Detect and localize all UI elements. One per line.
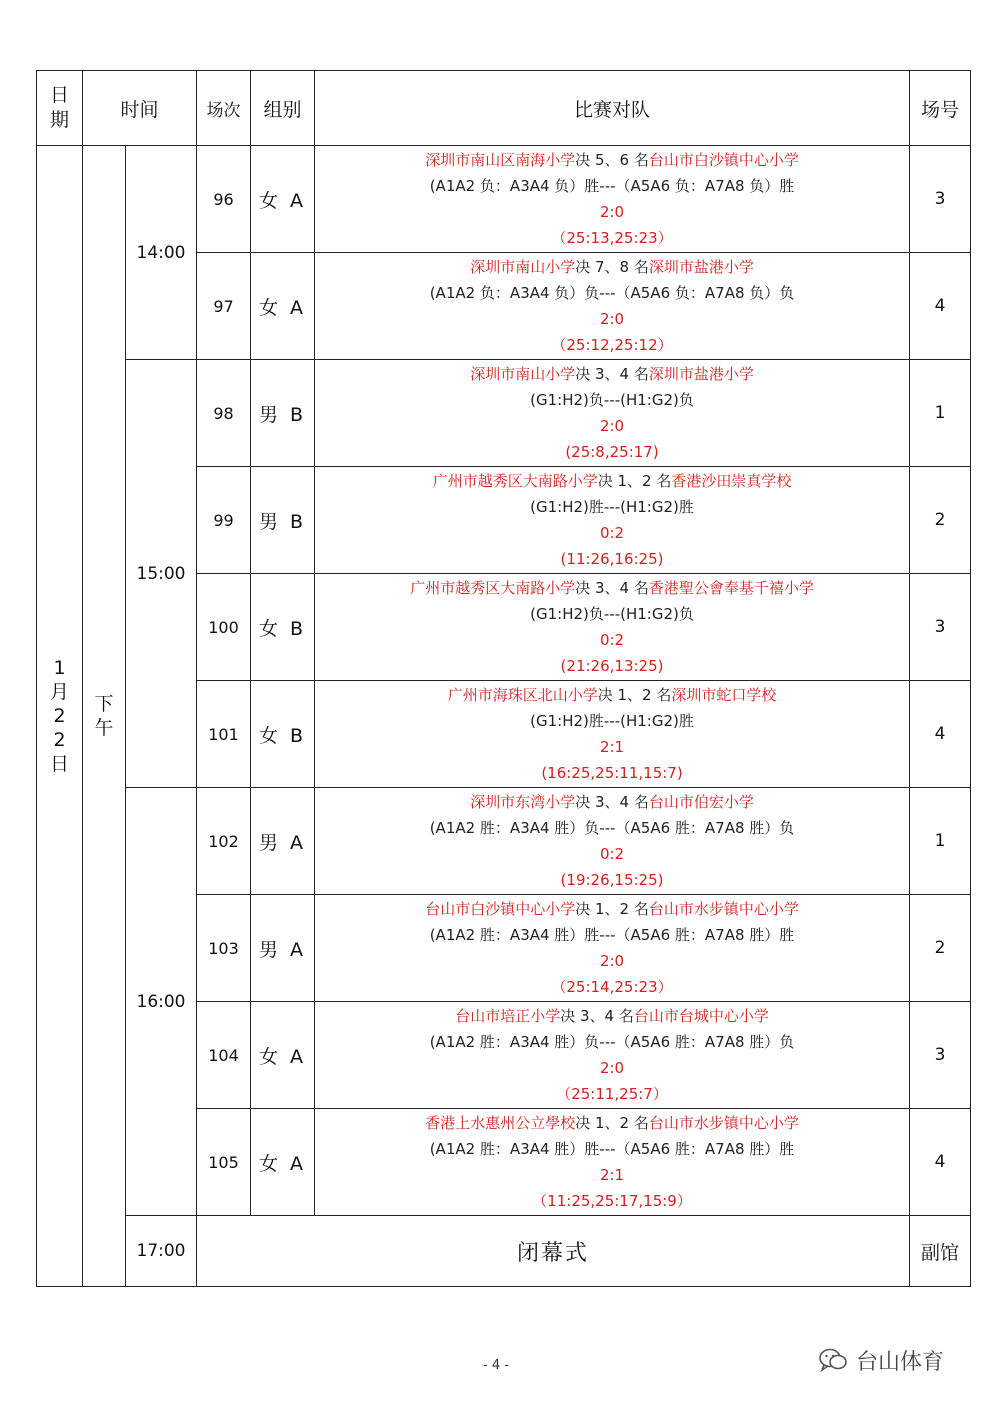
team-2-name: 台山市水步镇中心小学 [648, 1114, 799, 1132]
period-cell [83, 146, 126, 1287]
match-row [37, 360, 971, 467]
time-cell: 16:00 [126, 788, 197, 1216]
placement-label: 决 3、4 名 [560, 1007, 634, 1025]
match-teams [315, 681, 910, 788]
match-group: 女 A [251, 1002, 315, 1109]
match-score: 2:0 [599, 310, 625, 328]
bracket-rule: (G1:H2)胜---(H1:G2)胜 [530, 498, 694, 516]
team-1-name: 深圳市南山区南海小学 [425, 151, 576, 169]
match-group: 女 B [251, 574, 315, 681]
team-1-name: 深圳市东湾小学 [470, 793, 576, 811]
match-number: 103 [197, 895, 251, 1002]
match-teams [315, 253, 910, 360]
court-number: 3 [910, 574, 971, 681]
header-date-label: 日期 [49, 84, 69, 131]
date-cell [37, 146, 83, 1287]
match-group: 女 A [251, 1109, 315, 1216]
match-score: 2:0 [599, 1059, 625, 1077]
team-1-name: 广州市海珠区北山小学 [447, 686, 598, 704]
team-1-name: 广州市越秀区大南路小学 [410, 579, 576, 597]
set-scores: （11:25,25:17,15:9） [532, 1192, 692, 1210]
team-1-name: 台山市白沙镇中心小学 [425, 900, 576, 918]
date-text: 1月22日 [49, 657, 69, 775]
teams-line [315, 1110, 909, 1136]
placement-label: 决 5、6 名 [575, 151, 649, 169]
match-score: 2:1 [599, 738, 625, 756]
match-number: 98 [197, 360, 251, 467]
match-group: 女 B [251, 681, 315, 788]
match-teams [315, 1109, 910, 1216]
team-2-name: 台山市台城中心小学 [633, 1007, 769, 1025]
match-group: 男 B [251, 467, 315, 574]
team-1-name: 香港上水惠州公立學校 [425, 1114, 576, 1132]
header-teams: 比赛对队 [315, 71, 910, 146]
match-number: 104 [197, 1002, 251, 1109]
closing-venue: 副馆 [910, 1216, 971, 1287]
bracket-rule: (G1:H2)负---(H1:G2)负 [530, 391, 694, 409]
match-number: 99 [197, 467, 251, 574]
placement-label: 决 1、2 名 [575, 900, 649, 918]
set-scores: (11:26,16:25) [560, 550, 664, 568]
match-number: 101 [197, 681, 251, 788]
time-cell: 15:00 [126, 360, 197, 788]
match-score: 2:0 [599, 952, 625, 970]
match-row [37, 788, 971, 895]
team-2-name: 香港沙田崇真学校 [671, 472, 792, 490]
match-number: 96 [197, 146, 251, 253]
court-number: 4 [910, 253, 971, 360]
team-2-name: 台山市水步镇中心小学 [648, 900, 799, 918]
teams-line [315, 896, 909, 922]
court-number: 1 [910, 360, 971, 467]
match-number: 97 [197, 253, 251, 360]
teams-line [315, 789, 909, 815]
match-group: 男 A [251, 895, 315, 1002]
header-group: 组别 [251, 71, 315, 146]
teams-line [315, 468, 909, 494]
court-number: 4 [910, 1109, 971, 1216]
bracket-rule: (A1A2 胜：A3A4 胜）负---（A5A6 胜：A7A8 胜）负 [429, 1033, 795, 1051]
header-court: 场号 [910, 71, 971, 146]
match-teams [315, 360, 910, 467]
team-2-name: 台山市伯宏小学 [648, 793, 754, 811]
match-group: 男 A [251, 788, 315, 895]
teams-line [315, 254, 909, 280]
match-teams [315, 1002, 910, 1109]
bracket-rule: (A1A2 胜：A3A4 胜）负---（A5A6 胜：A7A8 胜）负 [429, 819, 795, 837]
match-teams [315, 574, 910, 681]
match-score: 0:2 [599, 845, 625, 863]
team-1-name: 广州市越秀区大南路小学 [432, 472, 598, 490]
watermark [818, 1342, 944, 1378]
placement-label: 决 1、2 名 [597, 472, 672, 490]
bracket-rule: (A1A2 负：A3A4 负）胜---（A5A6 负：A7A8 负）胜 [429, 177, 795, 195]
set-scores: （25:12,25:12） [551, 336, 673, 354]
team-1-name: 深圳市南山小学 [470, 365, 576, 383]
set-scores: (19:26,15:25) [560, 871, 664, 889]
match-teams [315, 146, 910, 253]
team-2-name: 深圳市蛇口学校 [671, 686, 777, 704]
court-number: 3 [910, 146, 971, 253]
bracket-rule: (A1A2 负：A3A4 负）负---（A5A6 负：A7A8 负）负 [429, 284, 795, 302]
match-number: 100 [197, 574, 251, 681]
match-score: 0:2 [599, 524, 625, 542]
bracket-rule: (A1A2 胜：A3A4 胜）胜---（A5A6 胜：A7A8 胜）胜 [429, 1140, 795, 1158]
placement-label: 决 7、8 名 [575, 258, 649, 276]
court-number: 1 [910, 788, 971, 895]
placement-label: 决 3、4 名 [575, 365, 649, 383]
match-teams [315, 467, 910, 574]
court-number: 3 [910, 1002, 971, 1109]
placement-label: 决 1、2 名 [597, 686, 672, 704]
placement-label: 决 3、4 名 [575, 793, 649, 811]
match-teams [315, 788, 910, 895]
time-cell: 14:00 [126, 146, 197, 360]
team-2-name: 深圳市盐港小学 [648, 258, 754, 276]
court-number: 2 [910, 467, 971, 574]
closing-ceremony: 闭幕式 [197, 1216, 910, 1287]
teams-line [315, 1003, 909, 1029]
closing-row [37, 1216, 971, 1287]
match-teams [315, 895, 910, 1002]
match-number: 102 [197, 788, 251, 895]
match-score: 2:0 [599, 417, 625, 435]
bracket-rule: (G1:H2)负---(H1:G2)负 [530, 605, 694, 623]
match-group: 女 A [251, 146, 315, 253]
header-row [37, 71, 971, 146]
team-2-name: 台山市白沙镇中心小学 [648, 151, 799, 169]
teams-line [315, 361, 909, 387]
team-1-name: 台山市培正小学 [455, 1007, 561, 1025]
set-scores: (16:25,25:11,15:7) [541, 764, 683, 782]
schedule-table [36, 70, 971, 1287]
team-2-name: 香港聖公會奉基千禧小学 [648, 579, 814, 597]
header-date [37, 71, 83, 146]
set-scores: (21:26,13:25) [560, 657, 664, 675]
teams-line [315, 575, 909, 601]
match-score: 2:1 [599, 1166, 625, 1184]
set-scores: （25:11,25:7） [556, 1085, 668, 1103]
court-number: 2 [910, 895, 971, 1002]
match-score: 0:2 [599, 631, 625, 649]
header-match-no: 场次 [197, 71, 251, 146]
period-text: 下午 [94, 693, 114, 739]
court-number: 4 [910, 681, 971, 788]
match-number: 105 [197, 1109, 251, 1216]
time-cell: 17:00 [126, 1216, 197, 1287]
teams-line [315, 147, 909, 173]
set-scores: （25:14,25:23） [551, 978, 673, 996]
page-number: - 4 - [483, 1358, 509, 1373]
bracket-rule: (G1:H2)胜---(H1:G2)胜 [530, 712, 694, 730]
match-row [37, 146, 971, 253]
teams-line [315, 682, 909, 708]
match-group: 女 A [251, 253, 315, 360]
placement-label: 决 3、4 名 [575, 579, 649, 597]
wechat-icon [818, 1347, 848, 1373]
set-scores: (25:8,25:17) [565, 443, 659, 461]
watermark-text: 台山体育 [856, 1349, 945, 1375]
set-scores: （25:13,25:23） [551, 229, 673, 247]
team-1-name: 深圳市南山小学 [470, 258, 576, 276]
header-time: 时间 [83, 71, 197, 146]
match-score: 2:0 [599, 203, 625, 221]
bracket-rule: (A1A2 胜：A3A4 胜）胜---（A5A6 胜：A7A8 胜）胜 [429, 926, 795, 944]
match-group: 男 B [251, 360, 315, 467]
placement-label: 决 1、2 名 [575, 1114, 649, 1132]
team-2-name: 深圳市盐港小学 [648, 365, 754, 383]
